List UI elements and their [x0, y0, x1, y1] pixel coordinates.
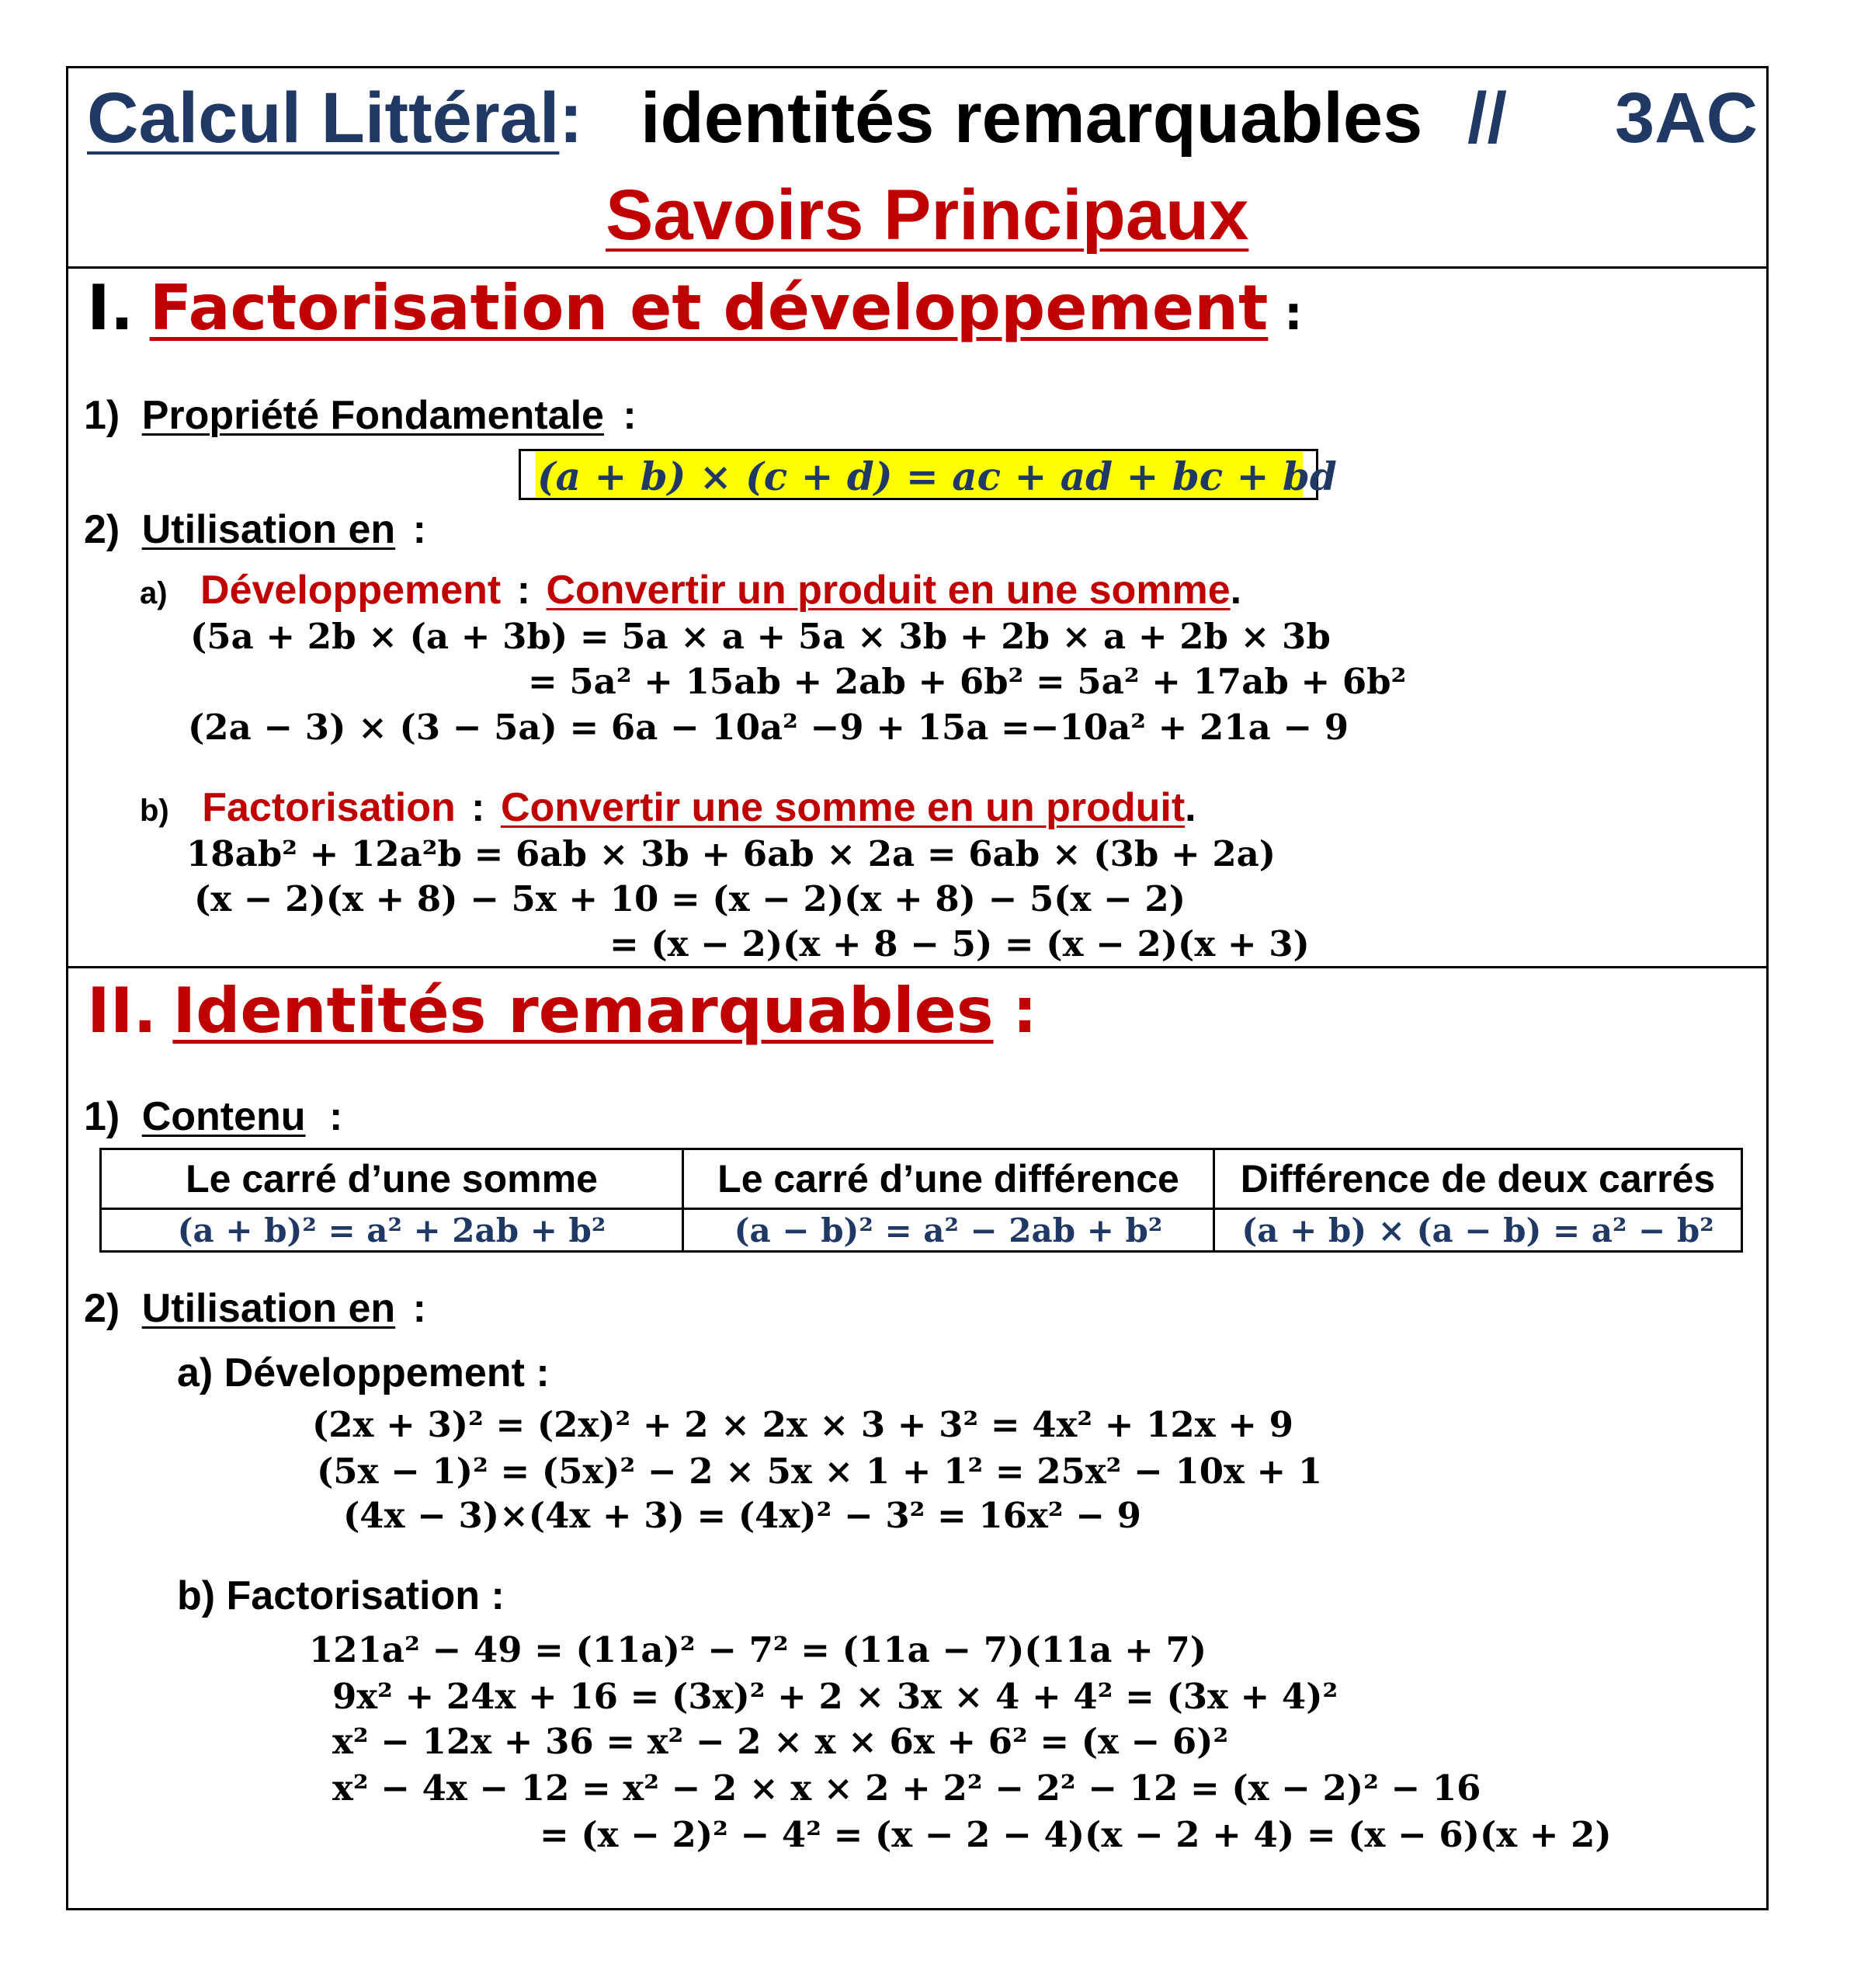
title-separator: //: [1467, 78, 1508, 158]
usage-heading-1: 2) Utilisation en :: [84, 507, 426, 552]
section2-heading: [87, 975, 1037, 1047]
development-description: Convertir un produit en une somme: [546, 568, 1231, 613]
content-heading: 1) Contenu :: [84, 1094, 343, 1139]
dev-line-2: = 5a² + 15ab + 2ab + 6b² = 5a² + 17ab + 6b²: [528, 661, 1407, 702]
identities-formula-row: [101, 1209, 1742, 1252]
usage-label-2: Utilisation en: [141, 1286, 396, 1331]
fac-line-2: (x − 2)(x + 8) − 5x + 10 = (x − 2)(x + 8) − 5(x − 2): [194, 878, 1186, 919]
property-label: Propriété Fondamentale: [141, 393, 604, 438]
identities-table: [99, 1148, 1743, 1253]
header-square-difference: Le carré d’une différence: [683, 1149, 1214, 1209]
fac-line-3: = (x − 2)(x + 8 − 5) = (x − 2)(x + 3): [609, 923, 1310, 964]
section1-title: Factorisation et développement: [149, 272, 1269, 344]
header-square-sum: Le carré d’une somme: [101, 1149, 683, 1209]
header-divider: [66, 266, 1769, 269]
property-heading: 1) Propriété Fondamentale :: [84, 393, 637, 438]
identities-header-row: [101, 1149, 1742, 1209]
fac2-line-3: x² − 12x + 36 = x² − 2 × x × 6x + 6² = (x − 6)²: [332, 1721, 1229, 1762]
usage-heading-2: 2) Utilisation en :: [84, 1286, 426, 1331]
section-divider: [66, 966, 1769, 968]
dev2-line-1: (2x + 3)² = (2x)² + 2 × 2x × 3 + 3² = 4x² + 12x + 9: [312, 1404, 1293, 1445]
dev-line-3: (2a − 3) × (3 − 5a) = 6a − 10a² −9 + 15a =−10a² + 21a − 9: [188, 707, 1349, 748]
development-heading-2: a) Développement :: [177, 1350, 550, 1395]
fac2-line-4: x² − 4x − 12 = x² − 2 × x × 2 + 2² − 2² − 12 = (x − 2)² − 16: [332, 1767, 1481, 1809]
property-formula: (a + b) × (c + d) = ac + ad + bc + bd: [537, 454, 1337, 499]
section1-number: I.: [87, 272, 134, 344]
dev2-line-2: (5x − 1)² = (5x)² − 2 × 5x × 1 + 1² = 25x² − 10x + 1: [317, 1451, 1323, 1492]
fac2-line-1: 121a² − 49 = (11a)² − 7² = (11a − 7)(11a + 7): [309, 1629, 1207, 1670]
title-level: 3AC: [1615, 78, 1759, 158]
fac-line-1: 18ab² + 12a²b = 6ab × 3b + 6ab × 2a = 6ab × (3b + 2a): [186, 833, 1276, 874]
factorisation-label: Factorisation: [202, 785, 456, 830]
formula-difference-squares: (a + b) × (a − b) = a² − b²: [1214, 1209, 1742, 1252]
section1-colon: :: [1283, 287, 1303, 341]
factorisation-description: Convertir une somme en un produit: [500, 785, 1186, 830]
header-difference-squares: Différence de deux carrés: [1214, 1149, 1742, 1209]
title-calcul-litteral: Calcul Littéral: [87, 78, 560, 158]
formula-square-difference: (a − b)² = a² − 2ab + b²: [683, 1209, 1214, 1252]
section2-number: II.: [87, 975, 157, 1047]
section2-title: Identités remarquables: [172, 975, 994, 1047]
factorisation-heading-2: b) Factorisation :: [177, 1573, 505, 1618]
formula-square-sum: (a + b)² = a² + 2ab + b²: [101, 1209, 683, 1252]
page-subtitle: Savoirs Principaux: [606, 176, 1249, 255]
usage-label: Utilisation en: [141, 507, 396, 552]
development-heading: a) Développement : Convertir un produit en une somme.: [140, 568, 1242, 613]
content-label: Contenu: [141, 1094, 306, 1139]
fac2-line-5: = (x − 2)² − 4² = (x − 2 − 4)(x − 2 + 4) = (x − 6)(x + 2): [540, 1814, 1612, 1855]
fac2-line-2: 9x² + 24x + 16 = (3x)² + 2 × 3x × 4 + 4² = (3x + 4)²: [332, 1676, 1338, 1717]
title-identites: identités remarquables: [641, 78, 1423, 158]
dev-line-1: (5a + 2b × (a + 3b) = 5a × a + 5a × 3b + 2b × a + 2b × 3b: [190, 616, 1331, 657]
development-label: Développement: [200, 568, 502, 613]
dev2-line-3: (4x − 3)×(4x + 3) = (4x)² − 3² = 16x² − 9: [343, 1495, 1141, 1536]
section1-heading: [87, 272, 1303, 344]
section2-colon: :: [1012, 975, 1037, 1047]
factorisation-heading: b) Factorisation : Convertir une somme en un produit.: [140, 785, 1196, 830]
title-colon: :: [559, 78, 583, 158]
